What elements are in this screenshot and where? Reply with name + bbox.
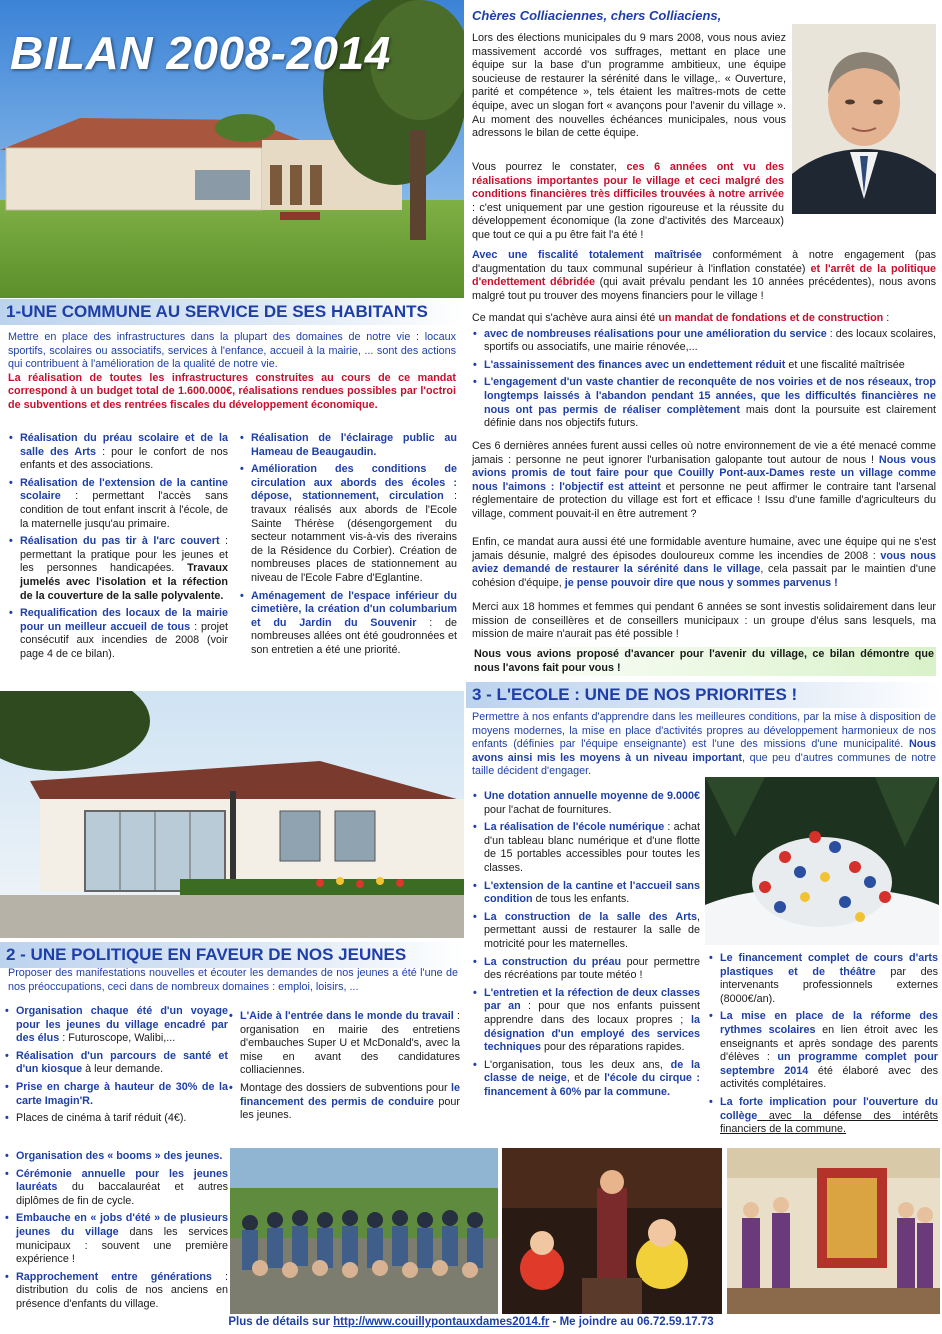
letter-bullet-1-head: avec de nombreuses réalisations pour une amélioration du service bbox=[484, 327, 827, 340]
list-item bbox=[4, 1050, 228, 1077]
list-item bbox=[472, 911, 700, 952]
s2-left-3-head: Prise en charge à hauteur de 30% de la carte Imagin'R. bbox=[16, 1080, 228, 1107]
list-item bbox=[4, 1005, 228, 1046]
section-3-intro-tail: , que peu d'autres communes de notre taille décident d'engager. bbox=[472, 751, 936, 778]
s3-left-5-head: La construction du préau bbox=[484, 955, 622, 968]
letter-p5-tail: et personne ne peut affirmer le contraire tant l'arsenal réglementaire de protection du village est fort et efficace ! Issu d'une famille d'agriculteurs du village, comment pouvait-il en être autrement ? bbox=[472, 480, 936, 520]
s1-left-1-head: Réalisation du préau scolaire et de la salle des Arts bbox=[20, 432, 228, 458]
s1-right-3-head: Aménagement de l'espace inférieur du cimetière, la création d'un columbarium et du Jardin du Souvenir bbox=[251, 589, 457, 629]
letter-bullet bbox=[472, 376, 936, 430]
letter-bullet bbox=[472, 328, 936, 355]
s3-left-2-head: La réalisation de l'école numérique bbox=[484, 821, 665, 834]
section-2-left-list bbox=[4, 1005, 228, 1130]
mayor-portrait-image bbox=[792, 24, 936, 214]
s3-left-6-text: : pour que nos enfants puissent apprendre dans des locaux propres ; bbox=[484, 1000, 700, 1026]
letter-p6-highlight-1: vous nous aviez demandé de restaurer la sérénité dans le village bbox=[472, 549, 936, 576]
s3-left-7-text-2: , et de bbox=[566, 1072, 605, 1085]
s3-left-1-text: pour l'achat de fournitures. bbox=[484, 803, 612, 816]
section-1-intro bbox=[8, 331, 456, 413]
letter-p6-text: , cela passait par le maintien d'une cohésion d'équipe, bbox=[472, 563, 936, 589]
section-1-budget-highlight: La réalisation de toutes les infrastructures construites au cours de ce mandat correspond à un budget total de 1.600.000€ bbox=[8, 371, 456, 398]
list-item bbox=[239, 463, 457, 585]
list-item bbox=[4, 1168, 228, 1209]
s3-left-5-text: pour permettre des récréations par toute météo ! bbox=[484, 955, 700, 982]
list-item bbox=[708, 952, 938, 1006]
letter-p2-lead: Vous pourrez le constater, bbox=[472, 161, 627, 173]
letter-body-1 bbox=[472, 32, 786, 141]
letter-paragraph-1: Lors des élections municipales du 9 mars 2008, vous nous aviez massivement accordé vos suffrages, mettant en place une équipe sur la base d'un programme ambitieux, une équipe soucieuse de restaurer la sérénité dans le village,. « Ouverture, parité et compétence », tels étaient les maîtres-mots de cette équipe, avec un slogan fort « avançons pour l'avenir du village ». Au moment des nouvelles échéances municipales, nous vous adressons le bilan de cette équipe. bbox=[472, 32, 786, 140]
s1-left-2-text: : permettant l'accès sans condition de tout enfant inscrit à l'école, de la maternelle jusqu'au primaire. bbox=[20, 490, 228, 530]
s2-left-1-text: : Futuroscope, Walibi,... bbox=[59, 1032, 176, 1045]
letter-p3-highlight-2: et l'arrêt de la politique d'endettement débridée bbox=[472, 262, 936, 289]
list-item bbox=[4, 1271, 228, 1312]
list-item bbox=[472, 1059, 700, 1100]
s2-bottom-2-head: Cérémonie annuelle pour les jeunes lauréats bbox=[16, 1167, 228, 1194]
list-item bbox=[4, 1112, 228, 1126]
photo-theatre-class-image bbox=[727, 1148, 940, 1314]
mayor-portrait bbox=[792, 24, 936, 214]
s1-left-3-bold: Travaux jumelés avec l'isolation et la réfection de la couverture de la salle polyvalente. bbox=[20, 562, 228, 602]
section-3-intro-highlight: Nous avons ainsi mis les moyens à un niveau important bbox=[472, 738, 936, 764]
s2-bottom-4-text: : distribution du colis de nos anciens en présence d'enfants du village. bbox=[16, 1270, 229, 1310]
s3-left-6-tail: pour des réparations rapides. bbox=[541, 1041, 685, 1054]
letter-p4-lead: Ce mandat qui s'achève aura ainsi été bbox=[472, 312, 659, 324]
list-item bbox=[8, 607, 228, 661]
list-item bbox=[472, 821, 700, 875]
section-2-intro: Proposer des manifestations nouvelles et écouter les demandes de nos jeunes a été l'une de nos préoccupations, ceci dans de nombreux domaines : emploi, loisirs, ... bbox=[8, 967, 458, 993]
s3-right-2-highlight: un programme complet pour septembre 2014 bbox=[720, 1051, 938, 1077]
photo-arts-hall-image bbox=[0, 691, 464, 938]
s2-left-2-head: Réalisation d'un parcours de santé et d'un kiosque bbox=[16, 1049, 228, 1076]
s1-right-2-text: : travaux réalisés aux abords de l'Ecole Sainte Thérèse (désengorgement du secteur notamment vis-à-vis des riverains de la Résidence du Corbier). Création de nombreuses places de stationnement au niveau de l'Ecole Fabre d'Eglantine. bbox=[251, 490, 458, 584]
section-1-right-list bbox=[239, 432, 457, 662]
letter-p6-lead: Enfin, ce mandat aura aussi été une formidable aventure humaine, avec une équipe qui ne s'est jamais désunie, malgré des épisodes douloureux comme les incendies de 2008 : bbox=[472, 536, 936, 562]
footer bbox=[0, 1316, 942, 1334]
s1-left-3-head: Réalisation du pas tir à l'arc couvert bbox=[20, 535, 220, 548]
section-3-heading: 3 - L'ECOLE : UNE DE NOS PRIORITES ! bbox=[466, 682, 942, 708]
s3-right-1-text: par des intervenants professionnels externes (8000€/an). bbox=[720, 965, 939, 1005]
letter-p3-text-1: conformément à notre engagement (pas d'augmentation du taux communal supérieur à l'inflation constatée) bbox=[472, 249, 936, 275]
list-item bbox=[4, 1150, 228, 1164]
s1-left-4-head: Requalification des locaux de la mairie pour un meilleur accueil de tous bbox=[20, 607, 228, 633]
s2-right-2-tail: pour les jeunes. bbox=[240, 1095, 461, 1122]
footer-prefix: Plus de détails sur bbox=[228, 1316, 334, 1328]
letter-bullet-list bbox=[472, 328, 936, 431]
list-item bbox=[239, 432, 457, 459]
letter-p4-highlight: un mandat de fondations et de construction bbox=[658, 312, 884, 324]
s3-left-7-highlight-2: l'école du cirque : financement à 60% par la commune. bbox=[484, 1072, 700, 1098]
letter-body-4 bbox=[472, 312, 936, 435]
list-item bbox=[4, 1081, 228, 1108]
section-1-left-list bbox=[8, 432, 228, 666]
list-item bbox=[228, 1082, 460, 1123]
section-2-bottom-list bbox=[4, 1150, 228, 1316]
list-item bbox=[708, 1010, 938, 1092]
section-3-intro bbox=[472, 711, 936, 779]
s1-left-4-text: : projet consécutif aux incendies de 2008 (voir page 4 de ce bilan). bbox=[20, 620, 228, 660]
s3-left-6-head: L'entretien et la réfection de deux classes par an bbox=[484, 986, 700, 1013]
letter-p2-tail: : c'est uniquement par une gestion rigoureuse et la réussite du développement économique (la zone d'activités des Marceaux) que tout ce qui a pu être fait l'a été ! bbox=[472, 201, 784, 241]
letter-thanks: Merci aux 18 hommes et femmes qui pendant 6 années se sont investis solidairement dans leur mission de conseillères et de conseillers municipaux : un groupe d'élus sans lesquels, ma mission de maire n'aurait pas été possible ! bbox=[472, 601, 936, 641]
s2-right-1-head: L'Aide à l'entrée dans le monde du travail bbox=[240, 1010, 454, 1022]
letter-p3-highlight-1: Avec une fiscalité totalement maîtrisée bbox=[472, 249, 702, 261]
s3-left-6-highlight: la désignation d'un employé des services techniques bbox=[484, 1013, 700, 1054]
photo-theatre-class bbox=[727, 1148, 940, 1314]
letter-body-3 bbox=[472, 249, 936, 303]
section-3-right-list bbox=[708, 952, 938, 1141]
letter-p3-text-2: (qui avait prévalu pendant les 10 années précédentes), nous avons malgré tout pu trouver des moyens financiers pour le village ! bbox=[472, 276, 936, 302]
s3-left-3-head: L'extension de la cantine et l'accueil sans condition bbox=[484, 879, 700, 906]
s3-left-4-text: , permettant aussi de restaurer la salle de motricité pour les maternelles. bbox=[484, 910, 700, 950]
page-title: BILAN 2008-2014 bbox=[10, 27, 391, 79]
section-3-intro-text: Permettre à nos enfants d'apprendre dans les meilleures conditions, par la mise à disposition de moyens modernes, la mise en place d'activités propres au développement harmonieux de nos enfants (définies par l'équipe enseignante) est l'une des missions d'une municipalité. bbox=[472, 711, 936, 751]
s2-left-4-text: Places de cinéma à tarif réduit (4€). bbox=[16, 1112, 187, 1125]
list-item bbox=[8, 477, 228, 531]
section-2-right-list bbox=[228, 1010, 460, 1127]
s3-left-2-text: : achat d'un tableau blanc numérique et d'une flotte de 15 portables accessibles pour toutes les classes. bbox=[484, 821, 700, 874]
s2-left-1-head: Organisation chaque été d'un voyage pour les jeunes du village encadré par des élus bbox=[16, 1005, 228, 1045]
s2-left-2-text: à leur demande. bbox=[82, 1063, 164, 1076]
list-item bbox=[472, 880, 700, 907]
section-1-intro-text: Mettre en place des infrastructures dans la plupart des domaines de notre vie : locaux sportifs, scolaires ou associatifs, services à l'enfance, accueil à la mairie, ... sont des actions qui contribuent à l'amélioration de la qualité de notre vie. bbox=[8, 331, 456, 371]
letter-p6-highlight-2: je pense pouvoir dire que nous y sommes parvenus ! bbox=[564, 576, 838, 589]
s3-left-1-head: Une dotation annuelle moyenne de 9.000€ bbox=[484, 790, 700, 802]
letter-bullet-2-text: et une fiscalité maîtrisée bbox=[785, 358, 905, 371]
s3-right-2-head: La mise en place de la réforme des rythmes scolaires bbox=[720, 1010, 938, 1036]
s1-left-2-head: Réalisation de l'extension de la cantine scolaire bbox=[20, 476, 228, 503]
letter-body-5 bbox=[472, 440, 936, 522]
s1-right-3-text: : de nombreuses allées ont été goudronnées et son entretien a été une priorité. bbox=[251, 616, 457, 656]
letter-p4 bbox=[472, 312, 936, 326]
letter-bullet-2-head: L'assainissement des finances avec un endettement réduit bbox=[484, 358, 786, 371]
section-1-heading: 1-UNE COMMUNE AU SERVICE DE SES HABITANTS bbox=[0, 299, 464, 325]
letter-p4-tail: : bbox=[883, 312, 890, 324]
letter-body-2 bbox=[472, 161, 784, 243]
s3-right-3-head: La forte implication pour l'ouverture du collège bbox=[720, 1095, 938, 1122]
photo-circus-school-image bbox=[502, 1148, 722, 1314]
section-1-budget-text: , réalisations rendues possibles par l'octroi de subventions et des rentrées fiscales du développement économique. bbox=[8, 385, 456, 411]
s3-right-2-text: en lien étroit avec les enseignants et après sondage des parents d'élèves : bbox=[720, 1023, 938, 1064]
s2-bottom-1-head: Organisation des « booms » des jeunes. bbox=[16, 1150, 223, 1162]
s1-left-3-text: : permettant la pratique pour les jeunes et les personnes handicapées. bbox=[20, 535, 228, 575]
photo-arts-hall bbox=[0, 691, 464, 938]
list-item bbox=[8, 432, 228, 473]
letter-body-6 bbox=[472, 536, 936, 590]
footer-contact: Me joindre au 06.72.59.17.73 bbox=[559, 1316, 714, 1328]
s1-right-2-head: Amélioration des conditions de circulation aux abords des écoles : dépose, stationnement, circulation bbox=[251, 463, 457, 503]
section-2-heading: 2 - UNE POLITIQUE EN FAVEUR DE NOS JEUNES bbox=[0, 942, 464, 968]
letter-p2-highlight: ces 6 années ont vu des réalisations importantes pour le village et ceci malgré des conditions financières très difficiles trouvées à notre arrivée bbox=[472, 161, 784, 201]
list-item bbox=[472, 956, 700, 983]
photo-youth-group bbox=[230, 1148, 498, 1314]
list-item bbox=[472, 987, 700, 1055]
s2-bottom-4-head: Rapprochement entre générations bbox=[16, 1270, 212, 1283]
letter-bullet bbox=[472, 359, 936, 373]
letter-conclusion: Nous vous avions proposé d'avancer pour l'avenir du village, ce bilan démontre que nous l'avons fait pour vous ! bbox=[472, 647, 936, 676]
s3-right-1-head: Le financement complet de cours d'arts plastiques et de théâtre bbox=[720, 952, 938, 978]
list-item bbox=[708, 1096, 938, 1137]
footer-separator: - bbox=[549, 1316, 560, 1328]
s3-left-7-highlight-1: de la classe de neige bbox=[484, 1058, 701, 1085]
website-link[interactable]: http://www.couillypontauxdames2014.fr bbox=[333, 1316, 550, 1328]
s2-right-2-text: Montage des dossiers de subventions pour bbox=[240, 1081, 451, 1094]
s2-bottom-3-head: Embauche en « jobs d'été » de plusieurs jeunes du village bbox=[16, 1212, 228, 1238]
s2-right-1-text: : organisation en mairie des entretiens d'embauches Super U et McDonald's, avec la mise en avant des candidatures colliaciennes. bbox=[240, 1010, 460, 1077]
letter-p5-highlight: Nous vous avions promis de tout faire pour que Couilly Pont-aux-Dames reste un village comme nous l'aimons : l'objectif est atteint bbox=[472, 453, 936, 493]
photo-circus-school bbox=[502, 1148, 722, 1314]
s2-bottom-2-text: du baccalauréat et autres diplômes de fin de cycle. bbox=[16, 1181, 228, 1207]
s2-right-2-head: le financement des permis de conduire bbox=[240, 1081, 460, 1108]
list-item bbox=[472, 790, 700, 817]
photo-youth-group-image bbox=[230, 1148, 498, 1314]
s1-left-1-text: : pour le confort de nos enfants et des associations. bbox=[20, 445, 228, 472]
s3-left-4-head: La construction de la salle des Arts bbox=[484, 910, 697, 923]
letter-salutation: Chères Colliaciennes, chers Colliaciens, bbox=[472, 8, 722, 23]
s2-bottom-3-text: dans les services municipaux : souvent une première expérience ! bbox=[16, 1225, 228, 1266]
s1-right-1-head: Réalisation de l'éclairage public au Hameau de Beaugaudin. bbox=[251, 432, 457, 458]
s3-right-3-text: avec la défense des intérêts financiers de la commune. bbox=[720, 1109, 938, 1136]
photo-snow-class bbox=[705, 777, 939, 945]
section-3-left-list bbox=[472, 790, 700, 1103]
letter-bullet-3-text: mais dont la poursuite est clairement définie dans nos objectifs futurs. bbox=[484, 403, 936, 430]
s3-right-2-tail: été élaboré avec des activités complétaires. bbox=[720, 1064, 938, 1091]
s3-left-3-text: de tous les enfants. bbox=[532, 893, 630, 906]
list-item bbox=[228, 1010, 460, 1078]
list-item bbox=[8, 535, 228, 603]
list-item bbox=[4, 1212, 228, 1266]
s3-left-7-text: L'organisation, tous les deux ans, bbox=[484, 1058, 671, 1071]
letter-p5-lead: Ces 6 dernières années furent aussi celles où notre environnement de vie a été menacé comme jamais : personne ne peut ignorer l'urbanisation galopante tout autour de nous ! bbox=[472, 440, 936, 466]
photo-snow-class-image bbox=[705, 777, 939, 945]
letter-bullet-1-text: : des locaux scolaires, sportifs ou associatifs, une mairie rénovée,... bbox=[484, 327, 937, 354]
list-item bbox=[239, 590, 457, 658]
letter-bullet-3-head: L'engagement d'un vaste chantier de reconquête de nos voiries et de nos réseaux, trop longtemps laissés à l'abandon pendant 15 années, que les difficultés financières ne nous ont pas permis de réaliser complètement bbox=[484, 376, 936, 416]
